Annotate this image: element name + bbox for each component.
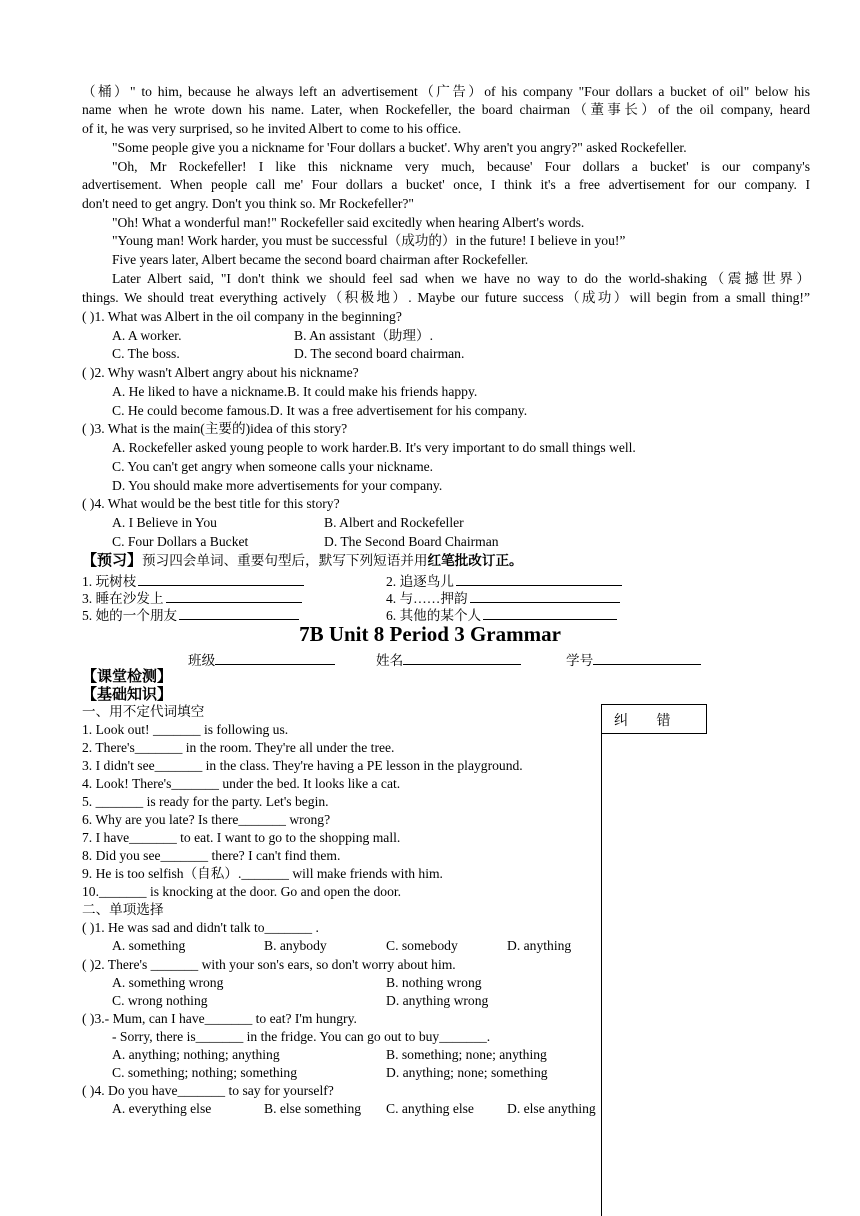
reading-q4-opt-b: B. Albert and Rockefeller [324,515,464,530]
section-check: 【课堂检测】 [82,667,173,685]
correction-column-divider [601,733,602,1216]
passage-line-9: "Young man! Work harder, you must be successful（成功的）in the future! I believe in you!” [112,233,626,248]
reading-q3: ( )3. What is the main(主要的)idea of this story? [82,421,348,436]
preview-item-3: 3. 睡在沙发上 [82,588,302,608]
reading-q3-line-2: C. You can't get angry when someone calls your nickname. [112,459,434,474]
preview-instruction [82,551,523,570]
reading-q1-opt-b: B. An assistant（助理）. [294,328,433,343]
student-id-field: 学号 [566,650,701,670]
preview-item-5: 5. 她的一个朋友 [82,605,299,625]
passage-line-11: Later Albert said, "I don't think we should feel sad when we have no way to do the world-shaking（震撼世界） [112,271,810,286]
part2-q2-opt-d: D. anything wrong [386,993,489,1008]
name-field: 姓名 [376,650,521,670]
part1-item-8: 8. Did you see_______ there? I can't find them. [82,848,341,863]
part2-q3-b: - Sorry, there is_______ in the fridge. You can go out to buy_______. [112,1029,491,1044]
part2-q2-opt-a: A. something wrong [112,975,224,990]
part2-q4-opt-d: D. else anything [507,1101,596,1116]
section-basic: 【基础知识】 [82,685,173,703]
part2-q3-opt-c: C. something; nothing; something [112,1065,298,1080]
preview-item-1: 1. 玩树枝 [82,571,304,591]
part2-q1-opt-c: C. somebody [386,938,458,953]
reading-q4-opt-c: C. Four Dollars a Bucket [112,534,249,549]
reading-q2-line-1: A. He liked to have a nickname.B. It could make his friends happy. [112,384,478,399]
preview-instruction-a: 预习四会单词、重要句型后，默写下列短语并用 [142,553,428,568]
passage-line-7: don't need to get angry. Don't you think so. Mr Rockefeller?" [82,196,414,211]
part1-item-2: 2. There's_______ in the room. They're all under the tree. [82,740,395,755]
correction-box [601,704,707,734]
reading-q1-opt-d: D. The second board chairman. [294,346,465,361]
class-field: 班级 [188,650,335,670]
passage-line-5: "Oh, Mr Rockefeller! I like this nickname very much, because' Four dollars a bucket' is our company's [112,159,810,174]
passage-line-8: "Oh! What a wonderful man!" Rockefeller said excitedly when hearing Albert's words. [112,215,585,230]
passage-line-4: "Some people give you a nickname for 'Four dollars a bucket'. Why aren't you angry?" asked Rockefeller. [112,140,687,155]
passage-line-3: of it, he was very surprised, so he invited Albert to come to his office. [82,121,462,136]
part2-q3: ( )3.- Mum, can I have_______ to eat? I'm hungry. [82,1011,357,1026]
part2-heading: 二、单项选择 [82,902,164,917]
reading-q2-line-2: C. He could become famous.D. It was a free advertisement for his company. [112,403,528,418]
preview-item-4: 4. 与……押韵 [386,588,620,608]
reading-q4: ( )4. What would be the best title for this story? [82,496,340,511]
part1-item-9: 9. He is too selfish（自私）._______ will make friends with him. [82,866,443,881]
part1-item-5: 5. _______ is ready for the party. Let's begin. [82,794,329,809]
passage-line-2: name when he wrote down his name. Later, when Rockefeller, the board chairman（董事长）of the oil company, heard [82,102,810,117]
part2-q3-opt-b: B. something; none; anything [386,1047,547,1062]
part2-q4: ( )4. Do you have_______ to say for yourself? [82,1083,334,1098]
reading-q1-opt-c: C. The boss. [112,346,180,361]
part2-q2: ( )2. There's _______ with your son's ears, so don't worry about him. [82,957,456,972]
passage-line-6: advertisement. When people call me' Four dollars a bucket' once, I think it's a free advertisement for our company. I [82,177,810,192]
preview-instruction-b: 红笔批改订正。 [427,553,523,568]
part2-q1-opt-b: B. anybody [264,938,327,953]
part1-item-10: 10._______ is knocking at the door. Go and open the door. [82,884,402,899]
reading-q4-opt-a: A. I Believe in You [112,515,217,530]
part1-item-3: 3. I didn't see_______ in the class. They're having a PE lesson in the playground. [82,758,523,773]
part1-item-6: 6. Why are you late? Is there_______ wrong? [82,812,331,827]
reading-q3-line-1: A. Rockefeller asked young people to work harder.B. It's very important to do small things well. [112,440,636,455]
part2-q2-opt-b: B. nothing wrong [386,975,482,990]
correction-box-label: 纠 错 [614,713,683,729]
preview-label: 【预习】 [82,551,143,569]
part2-q1-opt-a: A. something [112,938,186,953]
part2-q3-opt-a: A. anything; nothing; anything [112,1047,280,1062]
reading-q1: ( )1. What was Albert in the oil company in the beginning? [82,309,402,324]
part2-q1: ( )1. He was sad and didn't talk to_______ . [82,920,319,935]
part1-item-7: 7. I have_______ to eat. I want to go to the shopping mall. [82,830,401,845]
reading-q4-opt-d: D. The Second Board Chairman [324,534,499,549]
part2-q3-opt-d: D. anything; none; something [386,1065,548,1080]
passage-line-12: things. We should treat everything actively（积极地）. Maybe our future success（成功）will begin from a small thing!” [82,290,810,305]
reading-q1-opt-a: A. A worker. [112,328,182,343]
part2-q4-opt-c: C. anything else [386,1101,474,1116]
preview-item-2: 2. 追逐鸟儿 [386,571,622,591]
part1-item-4: 4. Look! There's_______ under the bed. It looks like a cat. [82,776,401,791]
part2-q2-opt-c: C. wrong nothing [112,993,208,1008]
part2-q4-opt-b: B. else something [264,1101,362,1116]
reading-q2: ( )2. Why wasn't Albert angry about his nickname? [82,365,359,380]
page-title: 7B Unit 8 Period 3 Grammar [299,622,561,646]
reading-q3-line-3: D. You should make more advertisements for your company. [112,478,443,493]
passage-line-10: Five years later, Albert became the second board chairman after Rockefeller. [112,252,529,267]
part2-q1-opt-d: D. anything [507,938,572,953]
part1-item-1: 1. Look out! _______ is following us. [82,722,289,737]
passage-line-1: （桶）" to him, because he always left an advertisement（广告）of his company "Four dollars a bucket of oil" below his [82,84,810,99]
preview-item-6: 6. 其他的某个人 [386,605,617,625]
part1-heading: 一、用不定代词填空 [82,704,205,719]
part2-q4-opt-a: A. everything else [112,1101,212,1116]
